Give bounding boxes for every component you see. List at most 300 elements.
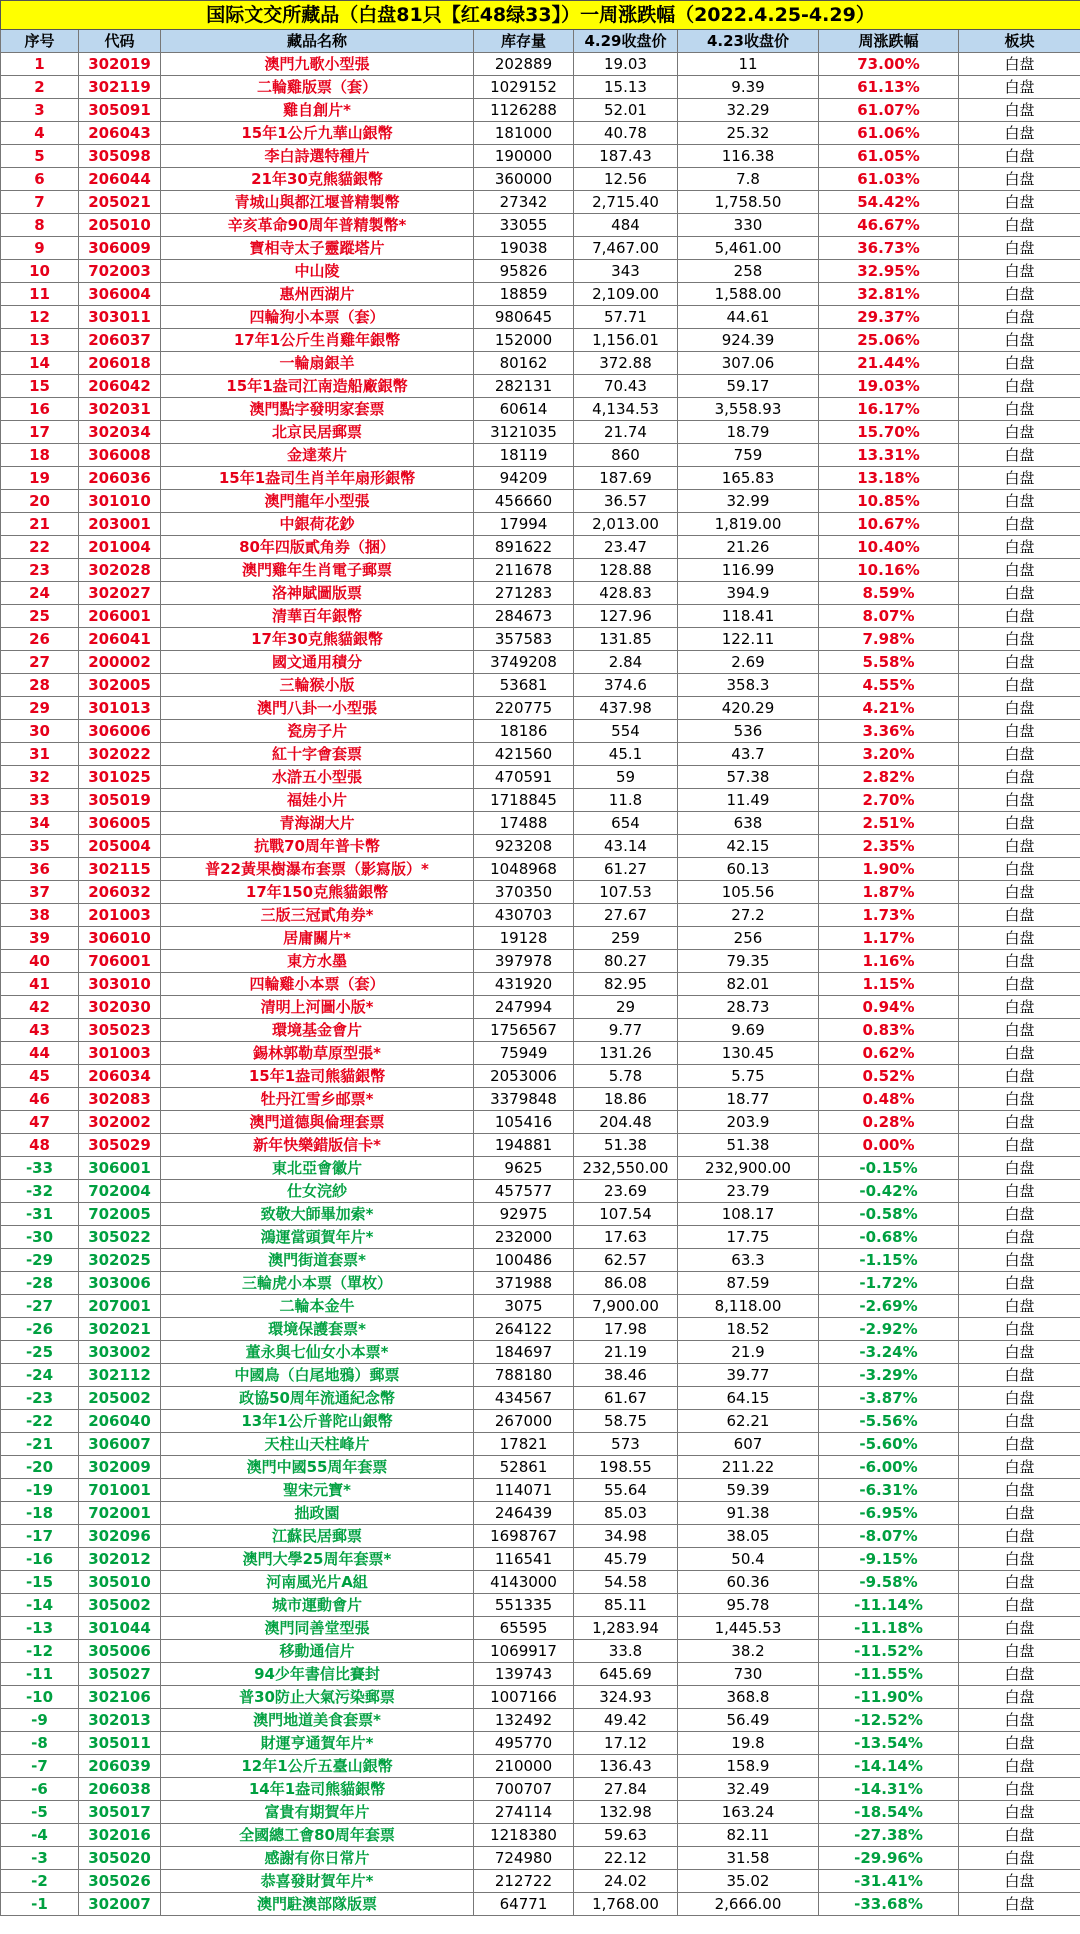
row-weekly-change: 32.81% [819, 283, 959, 306]
row-stock: 9625 [474, 1157, 574, 1180]
table-row [1, 1709, 1080, 1732]
table-row [1, 1364, 1080, 1387]
row-close-0429: 2.84 [574, 651, 678, 674]
row-close-0429: 82.95 [574, 973, 678, 996]
row-board: 白盘 [959, 1180, 1080, 1203]
table-row [1, 145, 1080, 168]
row-index: -29 [1, 1249, 79, 1272]
row-weekly-change: 10.67% [819, 513, 959, 536]
row-code: 702003 [79, 260, 161, 283]
row-index: 12 [1, 306, 79, 329]
row-board: 白盘 [959, 1663, 1080, 1686]
row-weekly-change: -6.00% [819, 1456, 959, 1479]
row-index: -20 [1, 1456, 79, 1479]
row-name: 一輪扇銀羊 [161, 352, 474, 375]
row-index: 17 [1, 421, 79, 444]
row-code: 206043 [79, 122, 161, 145]
table-row [1, 352, 1080, 375]
header-row [1, 30, 1080, 53]
row-close-0429: 187.43 [574, 145, 678, 168]
row-close-0429: 372.88 [574, 352, 678, 375]
row-name: 江蘇民居郵票 [161, 1525, 474, 1548]
row-board: 白盘 [959, 398, 1080, 421]
row-index: -31 [1, 1203, 79, 1226]
row-weekly-change: -3.87% [819, 1387, 959, 1410]
row-close-0429: 198.55 [574, 1456, 678, 1479]
table-title: 国际文交所藏品（白盘81只【红48绿33】）一周涨跌幅（2022.4.25-4.29） [1, 1, 1080, 30]
row-index: -1 [1, 1893, 79, 1916]
row-name: 澳門街道套票* [161, 1249, 474, 1272]
row-index: 9 [1, 237, 79, 260]
row-weekly-change: -11.52% [819, 1640, 959, 1663]
row-close-0429: 36.57 [574, 490, 678, 513]
row-name: 居庸關片* [161, 927, 474, 950]
row-name: 洛神賦圖版票 [161, 582, 474, 605]
row-close-0429: 131.26 [574, 1042, 678, 1065]
row-close-0429: 7,467.00 [574, 237, 678, 260]
row-weekly-change: 10.16% [819, 559, 959, 582]
row-code: 206036 [79, 467, 161, 490]
row-code: 302096 [79, 1525, 161, 1548]
table-row [1, 214, 1080, 237]
row-code: 302005 [79, 674, 161, 697]
row-code: 302031 [79, 398, 161, 421]
row-code: 305010 [79, 1571, 161, 1594]
row-board: 白盘 [959, 1387, 1080, 1410]
row-index: 7 [1, 191, 79, 214]
row-stock: 282131 [474, 375, 574, 398]
row-weekly-change: 0.52% [819, 1065, 959, 1088]
row-close-0423: 87.59 [678, 1272, 819, 1295]
table-row [1, 122, 1080, 145]
row-weekly-change: 1.87% [819, 881, 959, 904]
row-stock: 53681 [474, 674, 574, 697]
table-row [1, 1272, 1080, 1295]
row-close-0423: 638 [678, 812, 819, 835]
row-close-0423: 32.29 [678, 99, 819, 122]
row-stock: 3379848 [474, 1088, 574, 1111]
row-name: 清明上河圖小版* [161, 996, 474, 1019]
row-index: -32 [1, 1180, 79, 1203]
row-name: 董永與七仙女小本票* [161, 1341, 474, 1364]
row-index: 20 [1, 490, 79, 513]
row-stock: 246439 [474, 1502, 574, 1525]
row-stock: 980645 [474, 306, 574, 329]
row-code: 702004 [79, 1180, 161, 1203]
row-weekly-change: -14.31% [819, 1778, 959, 1801]
row-stock: 891622 [474, 536, 574, 559]
row-code: 306004 [79, 283, 161, 306]
table-row [1, 421, 1080, 444]
row-name: 新年快樂錯版信卡* [161, 1134, 474, 1157]
row-close-0423: 43.7 [678, 743, 819, 766]
row-index: -9 [1, 1709, 79, 1732]
row-weekly-change: -11.18% [819, 1617, 959, 1640]
row-index: 32 [1, 766, 79, 789]
row-close-0429: 324.93 [574, 1686, 678, 1709]
row-board: 白盘 [959, 697, 1080, 720]
row-stock: 18859 [474, 283, 574, 306]
row-close-0423: 163.24 [678, 1801, 819, 1824]
row-close-0429: 860 [574, 444, 678, 467]
row-code: 305002 [79, 1594, 161, 1617]
row-stock: 60614 [474, 398, 574, 421]
row-close-0423: 116.99 [678, 559, 819, 582]
row-board: 白盘 [959, 1640, 1080, 1663]
row-index: 18 [1, 444, 79, 467]
row-board: 白盘 [959, 1525, 1080, 1548]
row-close-0429: 107.53 [574, 881, 678, 904]
row-close-0429: 7,900.00 [574, 1295, 678, 1318]
row-close-0429: 131.85 [574, 628, 678, 651]
row-board: 白盘 [959, 329, 1080, 352]
row-stock: 1718845 [474, 789, 574, 812]
row-weekly-change: -14.14% [819, 1755, 959, 1778]
row-close-0423: 3,558.93 [678, 398, 819, 421]
row-name: 國文通用積分 [161, 651, 474, 674]
row-close-0423: 9.39 [678, 76, 819, 99]
row-board: 白盘 [959, 214, 1080, 237]
row-index: 13 [1, 329, 79, 352]
row-name: 青城山與都江堰普精製幣 [161, 191, 474, 214]
row-close-0429: 21.74 [574, 421, 678, 444]
row-board: 白盘 [959, 536, 1080, 559]
header-index: 序号 [1, 30, 79, 53]
row-index: -4 [1, 1824, 79, 1847]
row-index: -12 [1, 1640, 79, 1663]
row-weekly-change: -9.15% [819, 1548, 959, 1571]
row-stock: 33055 [474, 214, 574, 237]
row-board: 白盘 [959, 306, 1080, 329]
row-close-0423: 56.49 [678, 1709, 819, 1732]
row-weekly-change: 1.16% [819, 950, 959, 973]
row-stock: 1007166 [474, 1686, 574, 1709]
row-weekly-change: -3.24% [819, 1341, 959, 1364]
row-board: 白盘 [959, 674, 1080, 697]
row-weekly-change: 1.73% [819, 904, 959, 927]
row-close-0423: 32.49 [678, 1778, 819, 1801]
row-close-0429: 127.96 [574, 605, 678, 628]
row-weekly-change: 61.07% [819, 99, 959, 122]
row-stock: 105416 [474, 1111, 574, 1134]
row-close-0429: 45.79 [574, 1548, 678, 1571]
row-close-0423: 63.3 [678, 1249, 819, 1272]
row-index: 4 [1, 122, 79, 145]
row-index: -24 [1, 1364, 79, 1387]
row-index: -15 [1, 1571, 79, 1594]
row-index: -3 [1, 1847, 79, 1870]
row-stock: 95826 [474, 260, 574, 283]
row-stock: 274114 [474, 1801, 574, 1824]
row-index: 41 [1, 973, 79, 996]
row-close-0423: 18.77 [678, 1088, 819, 1111]
row-close-0423: 307.06 [678, 352, 819, 375]
row-close-0423: 2.69 [678, 651, 819, 674]
table-row [1, 1824, 1080, 1847]
row-name: 四輪狗小本票（套） [161, 306, 474, 329]
row-close-0423: 21.9 [678, 1341, 819, 1364]
table-row [1, 835, 1080, 858]
row-index: 21 [1, 513, 79, 536]
row-code: 306008 [79, 444, 161, 467]
row-close-0429: 437.98 [574, 697, 678, 720]
row-stock: 2053006 [474, 1065, 574, 1088]
row-name: 瓷房子片 [161, 720, 474, 743]
row-code: 201003 [79, 904, 161, 927]
table-row [1, 1893, 1080, 1916]
table-row [1, 1111, 1080, 1134]
row-index: 31 [1, 743, 79, 766]
row-code: 302115 [79, 858, 161, 881]
row-index: 39 [1, 927, 79, 950]
table-row [1, 1663, 1080, 1686]
row-weekly-change: 10.85% [819, 490, 959, 513]
row-board: 白盘 [959, 1548, 1080, 1571]
row-close-0423: 44.61 [678, 306, 819, 329]
row-index: -10 [1, 1686, 79, 1709]
table-row [1, 881, 1080, 904]
row-board: 白盘 [959, 1709, 1080, 1732]
row-close-0423: 60.13 [678, 858, 819, 881]
row-stock: 1756567 [474, 1019, 574, 1042]
row-code: 305029 [79, 1134, 161, 1157]
row-code: 303010 [79, 973, 161, 996]
row-index: 14 [1, 352, 79, 375]
table-row [1, 1295, 1080, 1318]
row-index: 2 [1, 76, 79, 99]
row-close-0423: 27.2 [678, 904, 819, 927]
row-stock: 1029152 [474, 76, 574, 99]
row-index: 6 [1, 168, 79, 191]
row-board: 白盘 [959, 1318, 1080, 1341]
table-row [1, 651, 1080, 674]
row-close-0423: 11 [678, 53, 819, 76]
row-stock: 184697 [474, 1341, 574, 1364]
row-name: 青海湖大片 [161, 812, 474, 835]
row-board: 白盘 [959, 1249, 1080, 1272]
row-index: 27 [1, 651, 79, 674]
row-board: 白盘 [959, 927, 1080, 950]
row-board: 白盘 [959, 1226, 1080, 1249]
row-name: 水滸五小型張 [161, 766, 474, 789]
row-index: 30 [1, 720, 79, 743]
row-code: 306009 [79, 237, 161, 260]
row-code: 206034 [79, 1065, 161, 1088]
row-code: 205004 [79, 835, 161, 858]
row-index: -18 [1, 1502, 79, 1525]
row-close-0423: 57.38 [678, 766, 819, 789]
row-index: -22 [1, 1410, 79, 1433]
row-code: 306005 [79, 812, 161, 835]
row-stock: 19038 [474, 237, 574, 260]
row-close-0423: 42.15 [678, 835, 819, 858]
row-close-0429: 58.75 [574, 1410, 678, 1433]
row-board: 白盘 [959, 766, 1080, 789]
row-index: 43 [1, 1019, 79, 1042]
row-close-0429: 1,768.00 [574, 1893, 678, 1916]
row-stock: 430703 [474, 904, 574, 927]
row-board: 白盘 [959, 651, 1080, 674]
row-name: 北京民居郵票 [161, 421, 474, 444]
row-code: 203001 [79, 513, 161, 536]
row-weekly-change: 3.36% [819, 720, 959, 743]
table-row [1, 283, 1080, 306]
row-close-0423: 232,900.00 [678, 1157, 819, 1180]
row-board: 白盘 [959, 996, 1080, 1019]
row-board: 白盘 [959, 444, 1080, 467]
row-index: 28 [1, 674, 79, 697]
row-stock: 65595 [474, 1617, 574, 1640]
row-stock: 370350 [474, 881, 574, 904]
table-row [1, 1249, 1080, 1272]
row-weekly-change: -0.15% [819, 1157, 959, 1180]
row-code: 706001 [79, 950, 161, 973]
row-stock: 212722 [474, 1870, 574, 1893]
row-close-0423: 358.3 [678, 674, 819, 697]
row-close-0423: 730 [678, 1663, 819, 1686]
row-code: 205010 [79, 214, 161, 237]
row-index: -23 [1, 1387, 79, 1410]
row-index: 36 [1, 858, 79, 881]
row-board: 白盘 [959, 743, 1080, 766]
row-code: 302028 [79, 559, 161, 582]
row-stock: 434567 [474, 1387, 574, 1410]
row-board: 白盘 [959, 1203, 1080, 1226]
row-weekly-change: -0.42% [819, 1180, 959, 1203]
table-row [1, 1088, 1080, 1111]
row-code: 201004 [79, 536, 161, 559]
row-name: 澳門九歌小型張 [161, 53, 474, 76]
row-name: 三版三冠貳角券* [161, 904, 474, 927]
row-close-0429: 1,283.94 [574, 1617, 678, 1640]
row-index: 1 [1, 53, 79, 76]
row-code: 302083 [79, 1088, 161, 1111]
row-name: 福娃小片 [161, 789, 474, 812]
row-name: 致敬大師畢加索* [161, 1203, 474, 1226]
row-stock: 264122 [474, 1318, 574, 1341]
row-name: 三輪虎小本票（單枚） [161, 1272, 474, 1295]
row-weekly-change: 29.37% [819, 306, 959, 329]
row-close-0423: 82.01 [678, 973, 819, 996]
row-close-0429: 22.12 [574, 1847, 678, 1870]
row-name: 15年1公斤九華山銀幣 [161, 122, 474, 145]
row-stock: 116541 [474, 1548, 574, 1571]
row-code: 301003 [79, 1042, 161, 1065]
row-stock: 210000 [474, 1755, 574, 1778]
row-weekly-change: 4.21% [819, 697, 959, 720]
row-code: 305023 [79, 1019, 161, 1042]
row-index: -21 [1, 1433, 79, 1456]
row-weekly-change: -2.92% [819, 1318, 959, 1341]
row-name: 澳門駐澳部隊版票 [161, 1893, 474, 1916]
row-close-0429: 49.42 [574, 1709, 678, 1732]
row-weekly-change: -0.68% [819, 1226, 959, 1249]
row-weekly-change: 0.00% [819, 1134, 959, 1157]
row-code: 206041 [79, 628, 161, 651]
row-stock: 94209 [474, 467, 574, 490]
row-index: 40 [1, 950, 79, 973]
row-close-0429: 52.01 [574, 99, 678, 122]
row-weekly-change: 3.20% [819, 743, 959, 766]
row-index: 35 [1, 835, 79, 858]
row-code: 305019 [79, 789, 161, 812]
row-weekly-change: 1.17% [819, 927, 959, 950]
row-close-0423: 51.38 [678, 1134, 819, 1157]
row-close-0429: 33.8 [574, 1640, 678, 1663]
table-row [1, 1226, 1080, 1249]
row-stock: 267000 [474, 1410, 574, 1433]
row-close-0423: 91.38 [678, 1502, 819, 1525]
row-code: 302112 [79, 1364, 161, 1387]
row-close-0423: 108.17 [678, 1203, 819, 1226]
row-index: -7 [1, 1755, 79, 1778]
row-board: 白盘 [959, 237, 1080, 260]
row-stock: 75949 [474, 1042, 574, 1065]
row-name: 12年1公斤五臺山銀幣 [161, 1755, 474, 1778]
row-name: 澳門中國55周年套票 [161, 1456, 474, 1479]
row-stock: 397978 [474, 950, 574, 973]
table-row [1, 858, 1080, 881]
row-close-0423: 79.35 [678, 950, 819, 973]
row-board: 白盘 [959, 99, 1080, 122]
row-stock: 457577 [474, 1180, 574, 1203]
row-name: 二輪雞版票（套） [161, 76, 474, 99]
row-name: 普30防止大氣污染郵票 [161, 1686, 474, 1709]
row-close-0423: 105.56 [678, 881, 819, 904]
row-name: 15年1盎司熊貓銀幣 [161, 1065, 474, 1088]
row-board: 白盘 [959, 1272, 1080, 1295]
row-stock: 64771 [474, 1893, 574, 1916]
row-weekly-change: 1.90% [819, 858, 959, 881]
row-name: 15年1盎司生肖羊年扇形銀幣 [161, 467, 474, 490]
table-row [1, 1479, 1080, 1502]
row-code: 306001 [79, 1157, 161, 1180]
row-close-0423: 1,588.00 [678, 283, 819, 306]
table-row [1, 1640, 1080, 1663]
row-board: 白盘 [959, 490, 1080, 513]
row-board: 白盘 [959, 1870, 1080, 1893]
table-row [1, 996, 1080, 1019]
row-close-0423: 158.9 [678, 1755, 819, 1778]
table-row [1, 53, 1080, 76]
row-close-0429: 343 [574, 260, 678, 283]
row-close-0429: 40.78 [574, 122, 678, 145]
table-row [1, 1134, 1080, 1157]
row-index: -8 [1, 1732, 79, 1755]
row-board: 白盘 [959, 812, 1080, 835]
row-name: 恭喜發財賀年片* [161, 1870, 474, 1893]
row-stock: 232000 [474, 1226, 574, 1249]
row-close-0423: 18.79 [678, 421, 819, 444]
row-code: 305017 [79, 1801, 161, 1824]
table-row [1, 674, 1080, 697]
row-close-0429: 38.46 [574, 1364, 678, 1387]
row-name: 13年1公斤普陀山銀幣 [161, 1410, 474, 1433]
row-stock: 700707 [474, 1778, 574, 1801]
row-close-0429: 2,013.00 [574, 513, 678, 536]
row-weekly-change: 5.58% [819, 651, 959, 674]
row-board: 白盘 [959, 858, 1080, 881]
row-close-0423: 28.73 [678, 996, 819, 1019]
row-stock: 139743 [474, 1663, 574, 1686]
row-close-0423: 17.75 [678, 1226, 819, 1249]
row-weekly-change: -5.60% [819, 1433, 959, 1456]
row-board: 白盘 [959, 122, 1080, 145]
row-code: 205002 [79, 1387, 161, 1410]
row-board: 白盘 [959, 950, 1080, 973]
row-board: 白盘 [959, 1732, 1080, 1755]
table-row [1, 1065, 1080, 1088]
